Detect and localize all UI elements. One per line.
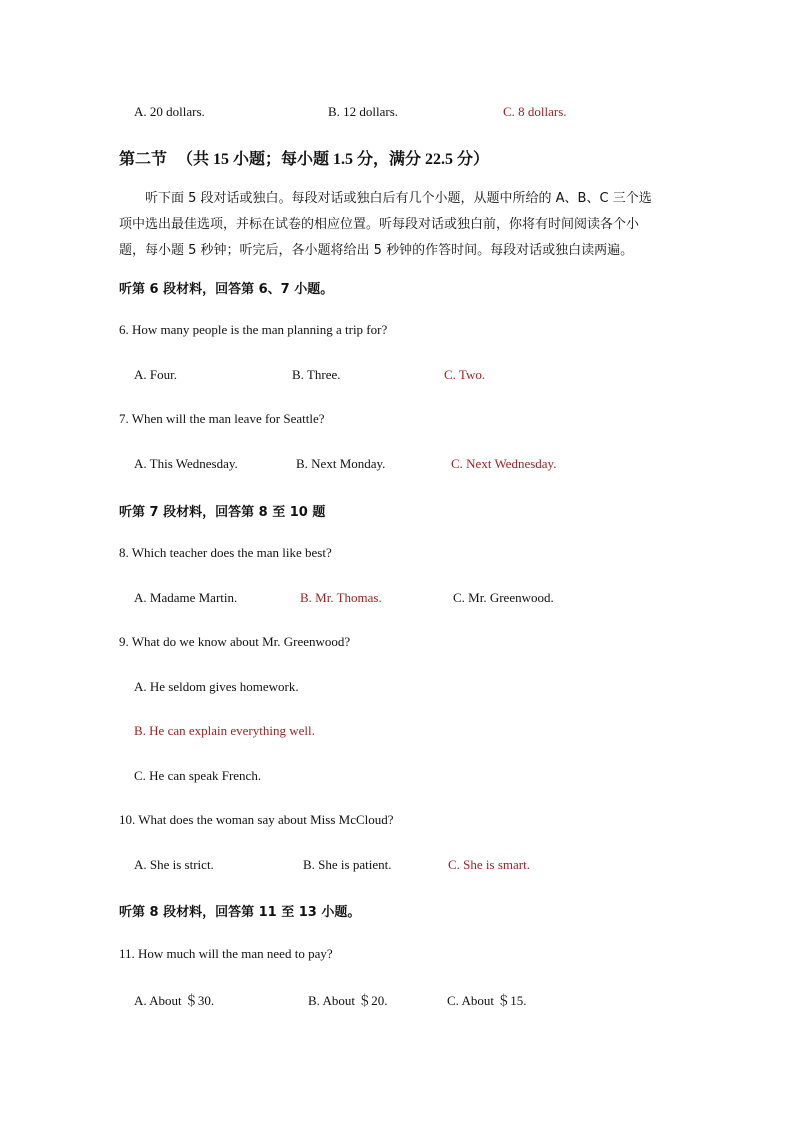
instruction-line: 听下面 5 段对话或独白。每段对话或独白后有几个小题，从题中所给的 A、B、C 三个选 xyxy=(145,191,652,206)
question-7: 7. When will the man leave for Seattle? xyxy=(119,411,325,426)
q10-option-a: A. She is strict. xyxy=(134,857,214,872)
section-instructions xyxy=(119,186,675,264)
q7-option-b: B. Next Monday. xyxy=(296,456,386,471)
question-9: 9. What do we know about Mr. Greenwood? xyxy=(119,634,351,649)
q7-option-a: A. This Wednesday. xyxy=(134,456,238,471)
q5-option-c-correct: C. 8 dollars. xyxy=(503,104,567,119)
section-title: 第二节 xyxy=(119,151,168,168)
question-6: 6. How many people is the man planning a trip for? xyxy=(119,322,388,337)
q11-option-c: C. About ＄15. xyxy=(447,993,527,1008)
material-6-heading: 听第 6 段材料，回答第 6、7 小题。 xyxy=(119,282,334,297)
q5-option-a: A. 20 dollars. xyxy=(134,104,205,119)
q11-option-a: A. About ＄30. xyxy=(134,993,215,1008)
q6-option-a: A. Four. xyxy=(134,367,177,382)
q8-option-c: C. Mr. Greenwood. xyxy=(453,590,554,605)
q6-option-c-correct: C. Two. xyxy=(444,367,486,382)
q10-option-b: B. She is patient. xyxy=(303,857,392,872)
q9-option-b-correct: B. He can explain everything well. xyxy=(134,723,315,738)
instruction-line: 项中选出最佳选项，并标在试卷的相应位置。听每段对话或独白前，你将有时间阅读各个小 xyxy=(119,217,640,232)
instruction-line: 题，每小题 5 秒钟；听完后，各小题将给出 5 秒钟的作答时间。每段对话或独白读两遍。 xyxy=(119,243,634,258)
question-10: 10. What does the woman say about Miss McCloud? xyxy=(119,812,394,827)
q10-option-c-correct: C. She is smart. xyxy=(448,857,530,872)
q5-option-b: B. 12 dollars. xyxy=(328,104,399,119)
material-8-heading: 听第 8 段材料，回答第 11 至 13 小题。 xyxy=(119,905,361,920)
q6-option-b: B. Three. xyxy=(292,367,341,382)
section-heading xyxy=(119,146,489,169)
q8-option-b-correct: B. Mr. Thomas. xyxy=(300,590,382,605)
q9-option-a: A. He seldom gives homework. xyxy=(134,679,299,694)
material-7-heading: 听第 7 段材料，回答第 8 至 10 题 xyxy=(119,505,326,520)
q7-option-c-correct: C. Next Wednesday. xyxy=(451,456,557,471)
section-subtitle: （共 15 小题；每小题 1.5 分，满分 22.5 分） xyxy=(177,151,490,168)
question-11: 11. How much will the man need to pay? xyxy=(119,946,333,961)
q9-option-c: C. He can speak French. xyxy=(134,768,262,783)
q8-option-a: A. Madame Martin. xyxy=(134,590,238,605)
q11-option-b: B. About ＄20. xyxy=(308,993,388,1008)
question-8: 8. Which teacher does the man like best? xyxy=(119,545,332,560)
